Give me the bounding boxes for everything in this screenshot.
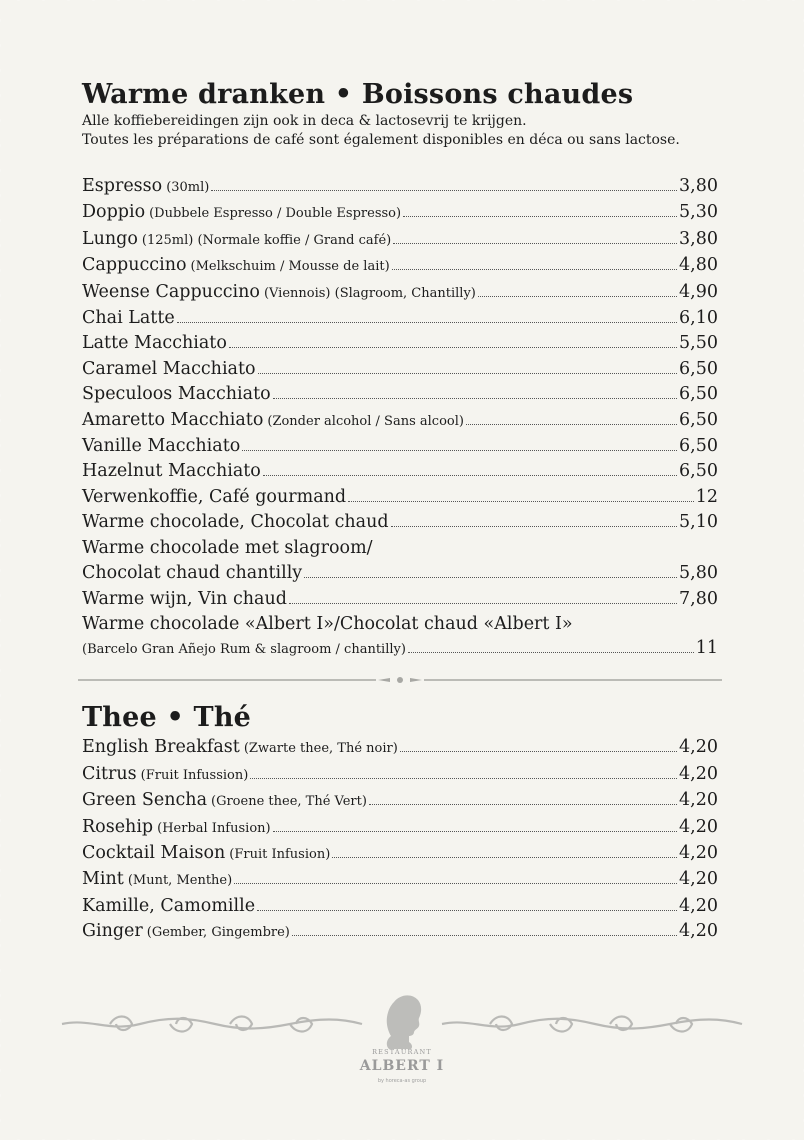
dot-leader [466, 424, 677, 425]
menu-item-chantilly-line1 [82, 536, 718, 561]
dot-leader [348, 501, 694, 502]
dot-leader [408, 652, 694, 653]
dot-leader [392, 269, 677, 270]
menu-item [82, 841, 718, 867]
item-detail: (Barcelo Gran Añejo Rum & slagroom / chantilly) [82, 642, 406, 658]
item-name: Kamille, Camomille [82, 895, 256, 916]
menu-item [82, 867, 718, 893]
item-price: 5,80 [679, 563, 718, 584]
tea-list [82, 735, 718, 945]
hot-drinks-list [82, 174, 718, 661]
dot-leader [289, 603, 677, 604]
item-price: 4,80 [679, 255, 718, 276]
item-price: 4,20 [679, 790, 718, 811]
item-name: Verwenkoffie, Café gourmand [82, 486, 347, 507]
item-name: Chocolat chaud chantilly [82, 563, 303, 584]
section-divider [78, 675, 722, 685]
menu-item [82, 306, 718, 331]
dot-leader [391, 526, 677, 527]
item-detail: (Dubbele Espresso / Double Espresso) [149, 206, 402, 222]
item-name: Cappuccino [82, 255, 187, 276]
item-name: Warme chocolade, Chocolat chaud [82, 512, 389, 533]
dot-leader [234, 883, 677, 884]
dot-leader [292, 935, 677, 936]
dot-leader [250, 778, 677, 779]
section-title-hot-drinks: Warme dranken • Boissons chaudes [82, 79, 634, 110]
item-name: Cocktail Maison [82, 842, 226, 863]
item-price: 4,20 [679, 842, 718, 863]
item-price: 11 [695, 638, 718, 659]
dot-leader [369, 804, 677, 805]
item-detail: (Fruit Infusion) [229, 846, 331, 862]
item-name: Mint [82, 869, 124, 890]
item-price: 4,90 [679, 281, 718, 302]
item-name: Warme wijn, Vin chaud [82, 588, 287, 609]
item-name: Hazelnut Macchiato [82, 461, 261, 482]
item-name: Green Sencha [82, 790, 208, 811]
menu-item [82, 200, 718, 226]
menu-item [82, 815, 718, 841]
item-price: 6,10 [679, 308, 718, 329]
dot-leader [257, 910, 677, 911]
dot-leader [273, 398, 677, 399]
item-name: Ginger [82, 921, 143, 942]
item-price: 12 [695, 486, 718, 507]
item-name: Lungo [82, 228, 138, 249]
dot-leader [263, 475, 677, 476]
menu-content [82, 78, 718, 946]
menu-item [82, 227, 718, 253]
menu-item [82, 280, 718, 306]
item-detail: (Fruit Infussion) [140, 767, 249, 783]
dot-leader [273, 831, 677, 832]
item-name: Espresso [82, 176, 163, 196]
item-name: Caramel Macchiato [82, 358, 256, 379]
dot-leader [242, 450, 677, 451]
king-profile-icon [387, 995, 421, 1049]
dot-leader [258, 373, 677, 374]
dot-leader [229, 347, 677, 348]
item-name: Chai Latte [82, 308, 175, 329]
menu-item [82, 382, 718, 407]
item-price: 6,50 [679, 358, 718, 379]
item-price: 6,50 [679, 461, 718, 482]
menu-item [82, 331, 718, 356]
dot-leader [393, 243, 677, 244]
item-detail: (Zonder alcohol / Sans alcool) [267, 413, 464, 429]
item-name: Speculoos Macchiato [82, 384, 271, 405]
item-price: 4,20 [679, 816, 718, 837]
menu-item [82, 894, 718, 919]
item-name: Weense Cappuccino [82, 281, 260, 302]
menu-item [82, 253, 718, 279]
menu-item [82, 174, 718, 200]
item-detail: (Herbal Infusion) [157, 820, 271, 836]
dot-leader [304, 577, 677, 578]
item-price: 6,50 [679, 384, 718, 405]
menu-item [82, 762, 718, 788]
item-price: 7,80 [679, 588, 718, 609]
item-price: 4,20 [679, 921, 718, 942]
menu-item [82, 735, 718, 761]
dot-leader [403, 216, 677, 217]
restaurant-label: RESTAURANT [372, 1048, 432, 1056]
item-price: 3,80 [679, 228, 718, 249]
menu-item [82, 510, 718, 535]
item-price: 4,20 [679, 869, 718, 890]
subtitle-french: Toutes les préparations de café sont également disponibles en déca ou sans lactose. [82, 132, 680, 148]
menu-item-albert-title [82, 612, 718, 637]
item-detail: (30ml) [166, 180, 210, 195]
menu-item-albert [82, 637, 718, 661]
menu-item [82, 459, 718, 484]
item-detail: (Groene thee, Thé Vert) [211, 794, 367, 810]
item-detail: (Zwarte thee, Thé noir) [243, 741, 398, 757]
item-detail: (Gember, Gingembre) [146, 925, 290, 941]
item-name: Citrus [82, 763, 137, 784]
menu-item [82, 485, 718, 510]
item-name: Rosehip [82, 816, 154, 837]
subtitle-dutch: Alle koffiebereidingen zijn ook in deca & lactosevrij te krijgen. [82, 113, 527, 129]
menu-item [82, 434, 718, 459]
item-price: 6,50 [679, 436, 718, 457]
menu-item [82, 919, 718, 945]
section-title-tea: Thee • Thé [82, 702, 252, 734]
dot-leader [332, 857, 677, 858]
item-name: Warme chocolade met slagroom/ [82, 537, 373, 558]
brand-logo-name: ALBERT I [359, 1058, 445, 1074]
dot-leader [478, 296, 677, 297]
item-name: English Breakfast [82, 737, 240, 758]
item-price: 4,20 [679, 737, 718, 758]
item-detail: (Melkschuim / Mousse de lait) [190, 259, 390, 275]
item-price: 5,50 [679, 333, 718, 354]
item-price: 4,20 [679, 895, 718, 916]
item-detail: (Munt, Menthe) [127, 873, 233, 889]
item-name: Vanille Macchiato [82, 436, 241, 457]
dot-leader [177, 322, 677, 323]
menu-item-chantilly [82, 561, 718, 586]
dot-leader [211, 190, 677, 191]
item-name: Latte Macchiato [82, 333, 227, 354]
item-price: 6,50 [679, 409, 718, 430]
menu-item [82, 788, 718, 814]
menu-item-vin-chaud [82, 587, 718, 612]
menu-item [82, 357, 718, 382]
group-label: by horeca-as group [377, 1078, 427, 1084]
item-name: Amaretto Macchiato [82, 409, 264, 430]
item-price: 5,30 [679, 202, 718, 223]
item-detail: (Viennois) (Slagroom, Chantilly) [263, 285, 476, 301]
item-detail: (125ml) (Normale koffie / Grand café) [141, 232, 392, 248]
menu-item [82, 408, 718, 434]
item-name: Warme chocolade «Albert I»/Chocolat chaud «Albert I» [82, 613, 573, 634]
item-price: 5,10 [679, 512, 718, 533]
item-price: 3,80 [679, 176, 718, 196]
item-name: Doppio [82, 202, 146, 223]
item-price: 4,20 [679, 763, 718, 784]
dot-leader [400, 751, 677, 752]
